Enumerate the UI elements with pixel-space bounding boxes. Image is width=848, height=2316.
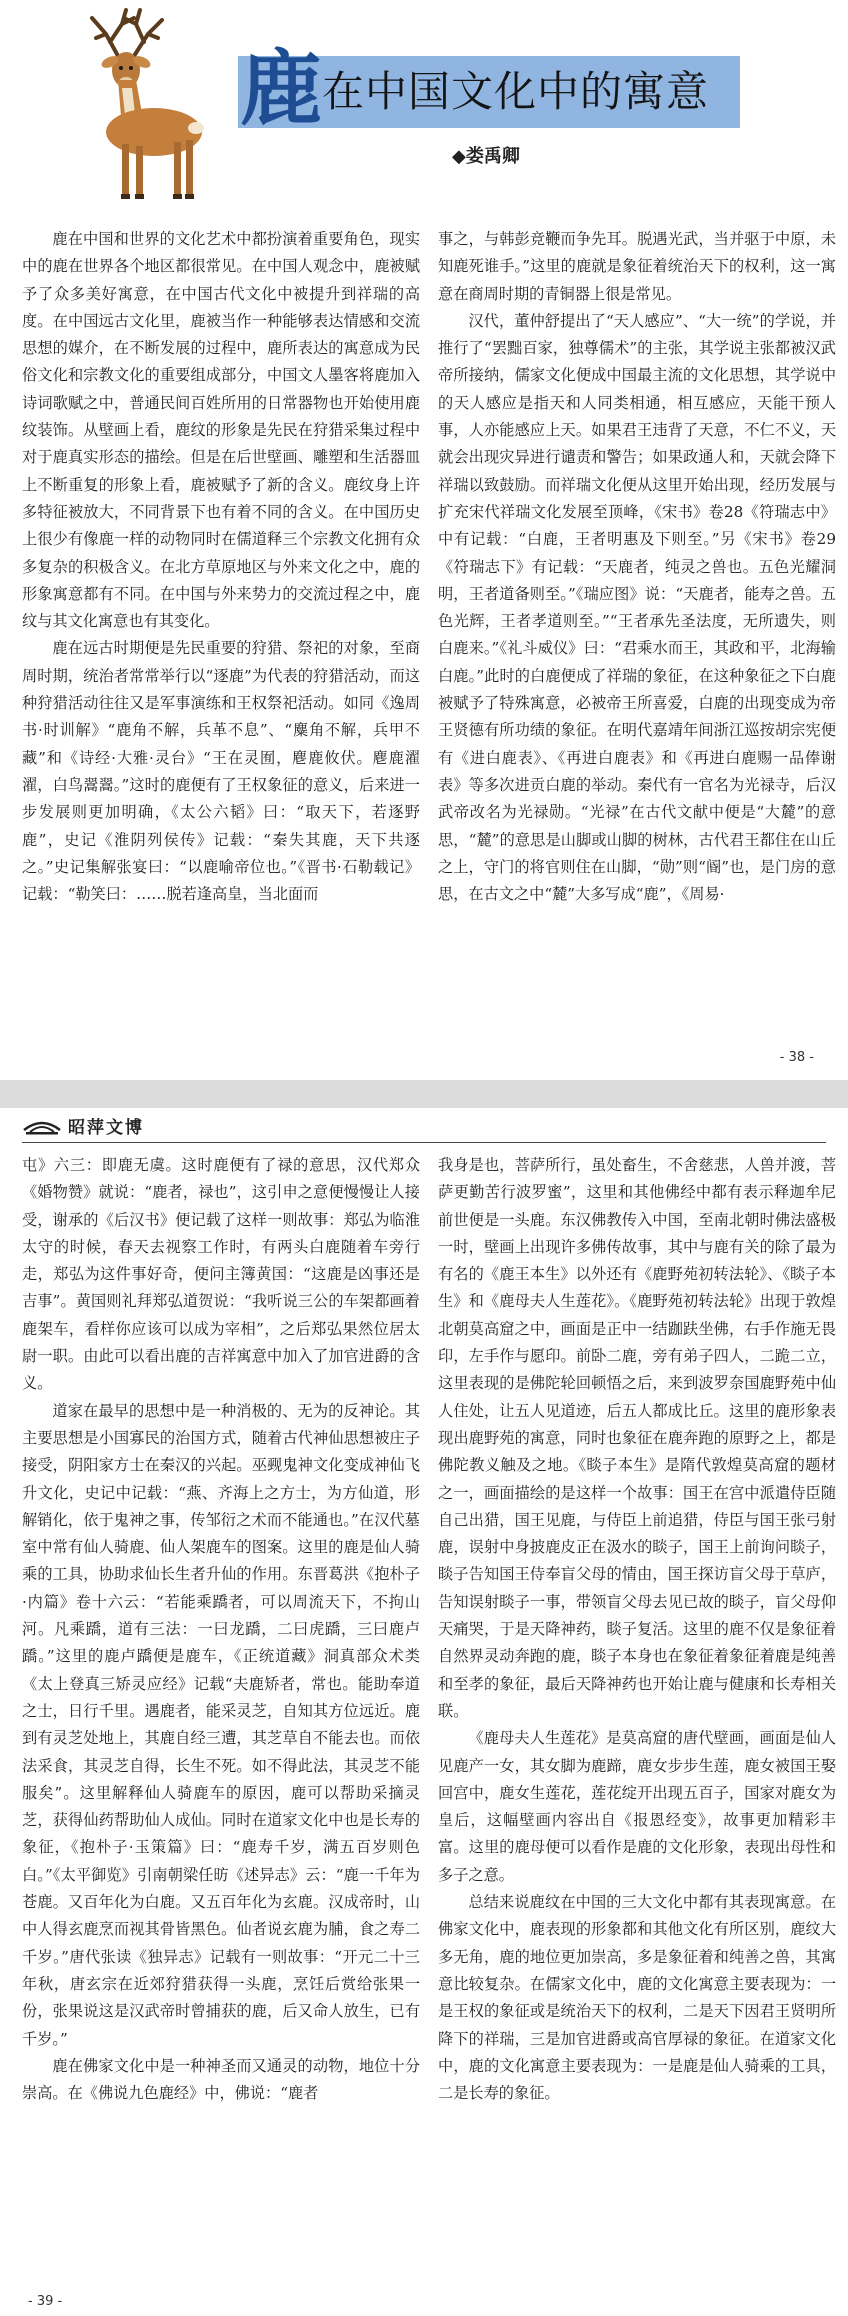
author-byline: ◆娄禹卿 bbox=[452, 146, 520, 167]
header-rule bbox=[22, 1142, 826, 1143]
paragraph: 鹿在中国和世界的文化艺术中都扮演着重要角色，现实中的鹿在世界各个地区都很常见。在中国人观念中，鹿被赋予了众多美好寓意，在中国古代文化中被提升到祥瑞的高度。在中国远古文化里，鹿被当作一种能够表达情感和交流思想的媒介，在不断发展的过程中，鹿所表达的寓意成为民俗文化和宗教文化的重要组成部分，中国文人墨客将鹿加入诗词歌赋之中，普通民间百姓所用的日常器物也开始使用鹿纹装饰。从壁画上看，鹿纹的形象是先民在狩猎采集过程中对于鹿真实形态的描绘。但是在后世壁画、雕塑和生活器皿上不断重复的形象上看，鹿被赋予了新的含义。鹿纹身上许多特征被放大，不同背景下也有着不同的含义。在中国历史上很少有像鹿一样的动物同时在儒道释三个宗教文化拥有众多复杂的积极含义。在北方草原地区与外来文化之中，鹿的形象寓意都有不同。在中国与外来势力的交流过程之中，鹿纹与其文化寓意也有其变化。 bbox=[22, 230, 420, 631]
paragraph: 鹿在远古时期便是先民重要的狩猎、祭祀的对象，至商周时期，统治者常常举行以“逐鹿”为代表的狩猎活动，而这种狩猎活动往往又是军事演练和王权祭祀活动。如同《逸周书·时训解》“鹿角不解，兵革不息”、“麋角不解，兵甲不藏”和《诗经·大雅·灵台》“王在灵囿，麀鹿攸伏。麀鹿濯濯，白鸟翯翯。”这时的鹿便有了王权象征的意义，后来进一步发展则更加明确，《太公六韬》曰：“取天下，若逐野鹿”，史记《淮阴列侯传》记载：“秦失其鹿，天下共逐之。”史记集解张宴曰：“以鹿喻帝位也。”《晋书·石勒载记》记载：“勒笑曰：……脱若逢高皇，当北面而 bbox=[22, 639, 420, 904]
paragraph: 我身是也，菩萨所行，虽处畜生，不舍慈悲，人兽并渡，菩萨更勤苦行波罗蜜”，这里和其他佛经中都有表示释迦牟尼前世便是一头鹿。东汉佛教传入中国，至南北朝时佛法盛极一时，壁画上出现许多佛传故事，其中与鹿有关的除了最为有名的《鹿王本生》以外还有《鹿野苑初转法轮》、《睒子本生》和《鹿母夫人生莲花》。《鹿野苑初转法轮》出现于敦煌北朝莫高窟之中，画面是正中一结跏趺坐佛，右手作施无畏印，左手作与愿印。前卧二鹿，旁有弟子四人，二跪二立，这里表现的是佛陀轮回顿悟之后，来到波罗奈国鹿野苑中仙人住处，让五人见道迹，后五人都成比丘。这里的鹿形象表现出鹿野苑的寓意，同时也象征在鹿奔跑的原野之上，都是佛陀教义触及之地。《睒子本生》是隋代敦煌莫高窟的题材之一，画面描绘的是这样一个故事：国王在宫中派遣侍臣随自己出猎，国王见鹿，与侍臣上前追猎，侍臣与国王张弓射鹿，误射中身披鹿皮正在汲水的睒子，国王上前询问睒子，睒子告知国王侍奉盲父母的情由，国王探访盲父母于草庐，告知误射睒子一事，带领盲父母去见已故的睒子，盲父母仰天痛哭，于是天降神药，睒子复活。这里的鹿不仅是象征着自然界灵动奔跑的鹿，睒子本身也在象征着象征着鹿是纯善和至孝的象征，最后天降神药也开始让鹿与健康和长寿相关联。 bbox=[438, 1156, 836, 1720]
page-number: - 39 - bbox=[28, 2294, 63, 2309]
page-39 bbox=[0, 1108, 848, 2316]
page-38 bbox=[0, 0, 848, 1080]
journal-header bbox=[22, 1110, 144, 1140]
page-number: - 38 - bbox=[779, 1050, 814, 1065]
journal-name: 昭萍文博 bbox=[68, 1117, 144, 1138]
page38-right-column bbox=[438, 226, 836, 908]
page39-right-column bbox=[438, 1152, 836, 2107]
page39-left-column bbox=[22, 1152, 420, 2107]
paragraph: 总结来说鹿纹在中国的三大文化中都有其表现寓意。在佛家文化中，鹿表现的形象都和其他文化有所区别，鹿纹大多无角，鹿的地位更加崇高，多是象征着和纯善之兽，其寓意比较复杂。在儒家文化中，鹿的文化寓意主要表现为：一是王权的象征或是统治天下的权利，二是天下因君王贤明所降下的祥瑞，三是加官进爵或高官厚禄的象征。在道家文化中，鹿的文化寓意主要表现为：一是鹿是仙人骑乘的工具，二是长寿的象征。 bbox=[438, 1893, 836, 2103]
paragraph: 《鹿母夫人生莲花》是莫高窟的唐代壁画，画面是仙人见鹿产一女，其女脚为鹿蹄，鹿女步步生莲，鹿女被国王娶回宫中，鹿女生莲花，莲花绽开出现五百子，国家对鹿女为皇后，这幅壁画内容出自《报恩经变》，故事更加精彩丰富。这里的鹿母便可以看作是鹿的文化形象，表现出母性和多子之意。 bbox=[438, 1729, 836, 1884]
journal-logo-icon bbox=[22, 1114, 62, 1136]
deer-illustration bbox=[26, 4, 231, 204]
page-separator bbox=[0, 1080, 848, 1108]
paragraph: 事之，与韩彭竞鞭而争先耳。脱遇光武，当并驱于中原，未知鹿死谁手。”这里的鹿就是象征着统治天下的权利，这一寓意在商周时期的青铜器上很是常见。 bbox=[438, 230, 836, 303]
article-title: 在中国文化中的寓意 bbox=[322, 67, 710, 116]
paragraph: 鹿在佛家文化中是一种神圣而又通灵的动物，地位十分崇高。在《佛说九色鹿经》中，佛说：“鹿者 bbox=[22, 2056, 420, 2103]
paragraph: 汉代，董仲舒提出了“天人感应”、“大一统”的学说，并推行了“罢黜百家，独尊儒术”的主张，其学说主张都被汉武帝所接纳，儒家文化便成中国最主流的文化思想，其学说中的天人感应是指天和人同类相通，相互感应，天能干预人事，人亦能感应上天。如果君王违背了天意，不仁不义，天就会出现灾异进行谴责和警告；如果政通人和，天就会降下祥瑞以致鼓励。而祥瑞文化便从这里开始出现，经历发展与扩充宋代祥瑞文化发展至顶峰，《宋书》卷28《符瑞志中》中有记载：“白鹿，王者明惠及下则至。”另《宋书》卷29《符瑞志下》有记载：“天鹿者，纯灵之兽也。五色光耀洞明，王者道备则至。”《瑞应图》说：“天鹿者，能寿之兽。五色光辉，王者孝道则至。”“王者承先圣法度，无所遗失，则白鹿来。”《礼斗威仪》曰：“君乘水而王，其政和平，北海输白鹿。”此时的白鹿便成了祥瑞的象征，在这种象征之下白鹿被赋予了特殊寓意，必被帝王所喜爱，白鹿的出现变成为帝王贤德有所功绩的象征。在明代嘉靖年间浙江巡按胡宗宪便有《进白鹿表》、《再进白鹿表》和《再进白鹿赐一品俸谢表》等多次进贡白鹿的举动。秦代有一官名为光禄寺，后汉武帝改名为光禄勋。“光禄”在古代文献中便是“大麓”的意思，“麓”的意思是山脚或山脚的树林，古代君王都住在山丘之上，守门的将官则住在山脚，“勋”则“阍”也，是门房的意思，在古文之中“麓”大多写成“鹿”，《周易· bbox=[438, 311, 836, 904]
title-first-character: 鹿 bbox=[240, 42, 323, 137]
paragraph: 道家在最早的思想中是一种消极的、无为的反神论。其主要思想是小国寡民的治国方式，随着古代神仙思想被庄子接受，阴阳家方士在秦汉的兴起。巫觋鬼神文化变成神仙飞升文化，史记中记载：“燕、齐海上之方士，为方仙道，形解销化，依于鬼神之事，传邹衍之术而不能通也。”在汉代墓室中常有仙人骑鹿、仙人架鹿车的图案。这里的鹿是仙人骑乘的工具，协助求仙长生者升仙的作用。东晋葛洪《抱朴子·内篇》卷十六云：“若能乘蹻者，可以周流天下，不拘山河。凡乘蹻，道有三法：一曰龙蹻，二曰虎蹻，三曰鹿卢蹻。”这里的鹿卢蹻便是鹿车，《正统道藏》洞真部众术类《太上登真三矫灵应经》记载“夫鹿矫者，常也。能助奉道之士，日行千里。遇鹿者，能采灵芝，自知其方位远近。鹿到有灵芝处地上，其鹿自经三遭，其芝草自不能去也。而依法采食，其灵芝自得，长生不死。如不得此法，其灵芝不能服矣”。这里解释仙人骑鹿车的原因，鹿可以帮助采摘灵芝，获得仙药帮助仙人成仙。同时在道家文化中也是长寿的象征，《抱朴子·玉策篇》曰：“鹿寿千岁，满五百岁则色白。”《太平御览》引南朝梁任昉《述异志》云：“鹿一千年为苍鹿。又百年化为白鹿。又五百年化为玄鹿。汉成帝时，山中人得玄鹿烹而视其骨皆黑色。仙者说玄鹿为脯，食之寿二千岁。”唐代张读《独异志》记载有一则故事：“开元二十三年秋，唐玄宗在近郊狩猎获得一头鹿，烹饪后赏给张果一份，张果说这是汉武帝时曾捕获的鹿，后又命人放生，已有千岁。” bbox=[22, 1401, 420, 2048]
page38-left-column bbox=[22, 226, 420, 908]
paragraph: 屯》六三：即鹿无虞。这时鹿便有了禄的意思，汉代郑众《婚物赞》就说：“鹿者，禄也”，这引申之意便慢慢让人接受，谢承的《后汉书》便记载了这样一则故事：郑弘为临淮太守的时候，春天去视察工作时，有两头白鹿随着车旁行走，郑弘为这件事好奇，便问主簿黄国：“这鹿是凶事还是吉事”。黄国则礼拜郑弘道贺说：“我听说三公的车架都画着鹿架车，看样你应该可以成为宰相”，之后郑弘果然位居太尉一职。由此可以看出鹿的吉祥寓意中加入了加官进爵的含义。 bbox=[22, 1156, 420, 1393]
